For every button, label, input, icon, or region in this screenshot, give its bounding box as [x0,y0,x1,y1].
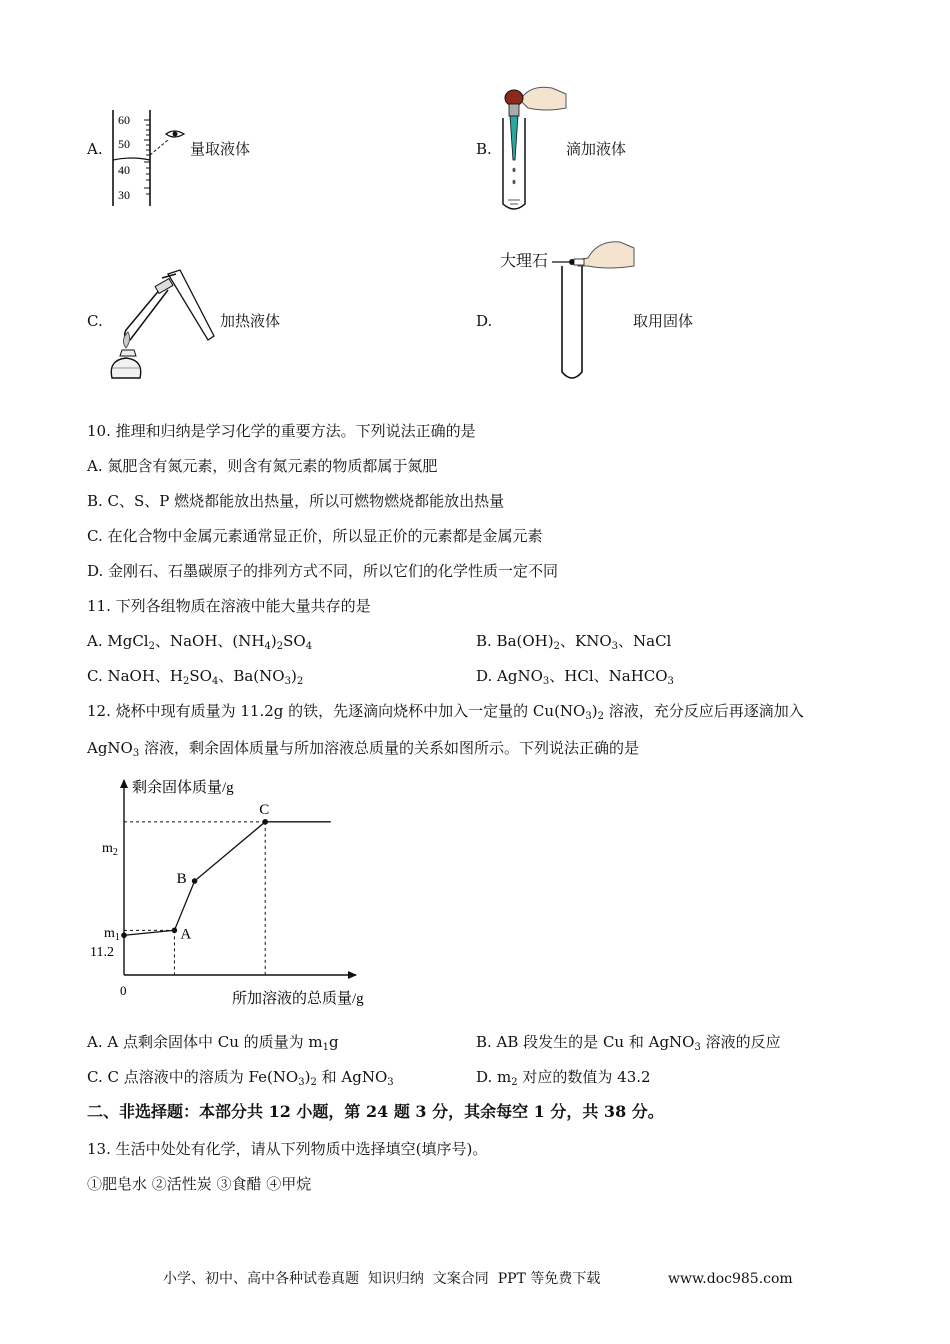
dropper-illustration [500,82,570,212]
point-label-b: B [176,871,187,888]
point-start [121,932,127,938]
cylinder-mark-40: 40 [118,163,130,177]
test-tube-solid-illustration [548,236,638,384]
q12-option-b: B. AB 段发生的是 Cu 和 AgNO$_3$ 溶液的反应 [476,1033,781,1053]
q12-option-a: A. A 点剩余固体中 Cu 的质量为 $m_1g$ [87,1033,339,1053]
cylinder-mark-50: 50 [118,137,130,151]
q10-option-c: C. 在化合物中金属元素通常显正价，所以显正价的元素都是金属元素 [87,527,543,545]
y-tick-m1: $m_1$ [104,926,120,943]
q10-option-d: D. 金刚石、石墨碳原子的排列方式不同，所以它们的化学性质一定不同 [87,562,559,580]
q10-stem: 10. 推理和归纳是学习化学的重要方法。下列说法正确的是 [87,422,476,440]
mass-chart [86,772,386,1012]
marble-label: 大理石 [500,251,549,270]
origin-label: 0 [120,983,127,998]
point-label-c: C [259,801,270,818]
footer-text: 小学、初中、高中各种试卷真题 知识归纳 文案合同 PPT 等免费下载 [163,1271,601,1287]
option-b-letter: B. [476,140,492,158]
q11-option-a: A. MgCl$_2$、NaOH、$(NH_4)_2SO_4$ [87,632,313,652]
q10-option-b: B. C、S、P 燃烧都能放出热量，所以可燃物燃烧都能放出热量 [87,492,505,510]
cylinder-mark-30: 30 [118,188,130,202]
footer-site: www.doc985.com [668,1271,793,1287]
q11-option-d: D. AgNO$_3$、HCl、NaHCO$_3$ [476,667,674,687]
y-tick-11-2: 11.2 [90,945,114,960]
y-axis-label: 剩余固体质量/g [132,780,234,796]
cylinder-mark-60: 60 [118,113,130,127]
option-d-letter: D. [476,312,493,330]
q12-option-d: D. $m_2$ 对应的数值为 43.2 [476,1068,651,1088]
alcohol-lamp-heating-illustration [106,268,216,383]
q12-stem-line2: AgNO$_3$ 溶液，剩余固体质量与所加溶液总质量的关系如图所示。下列说法正确的是 [87,739,640,759]
series-line [124,822,331,935]
q12-option-c: C. C 点溶液中的溶质为 $Fe(NO_3)_2$ 和 AgNO$_3$ [87,1068,394,1088]
option-a-letter: A. [87,140,103,158]
q13-options: ①肥皂水 ②活性炭 ③食醋 ④甲烷 [87,1175,312,1193]
q10-option-a: A. 氮肥含有氮元素，则含有氮元素的物质都属于氮肥 [87,457,438,475]
section2-heading: 二、非选择题：本部分共 12 小题，第 24 题 3 分，其余每空 1 分，共 38 分。 [87,1102,664,1121]
point-c [262,819,268,825]
q11-option-b: B. $Ba(OH)_2$、$KNO_3$、NaCl [476,632,672,652]
q13-stem: 13. 生活中处处有化学，请从下列物质中选择填空(填序号)。 [87,1140,488,1158]
q12-stem-line1: 12. 烧杯中现有质量为 11.2g 的铁，先逐滴向烧杯中加入一定量的 $Cu(NO_3)_2$ 溶液，充分反应后再逐滴加入 [87,702,804,722]
q11-stem: 11. 下列各组物质在溶液中能大量共存的是 [87,597,371,615]
y-tick-m2: $m_2$ [102,841,118,858]
option-b-caption: 滴加液体 [566,140,627,158]
option-c-caption: 加热液体 [220,312,281,330]
option-d-caption: 取用固体 [633,312,694,330]
option-a-caption: 量取液体 [190,140,251,158]
x-axis-label: 所加溶液的总质量/g [232,991,364,1007]
point-label-a: A [180,926,192,943]
q11-option-c: C. NaOH、$H_2SO_4$、$Ba(NO_3)_2$ [87,667,304,687]
graduated-cylinder-illustration [108,108,198,208]
option-c-letter: C. [87,312,103,330]
point-b [192,878,198,884]
point-a [172,928,178,934]
